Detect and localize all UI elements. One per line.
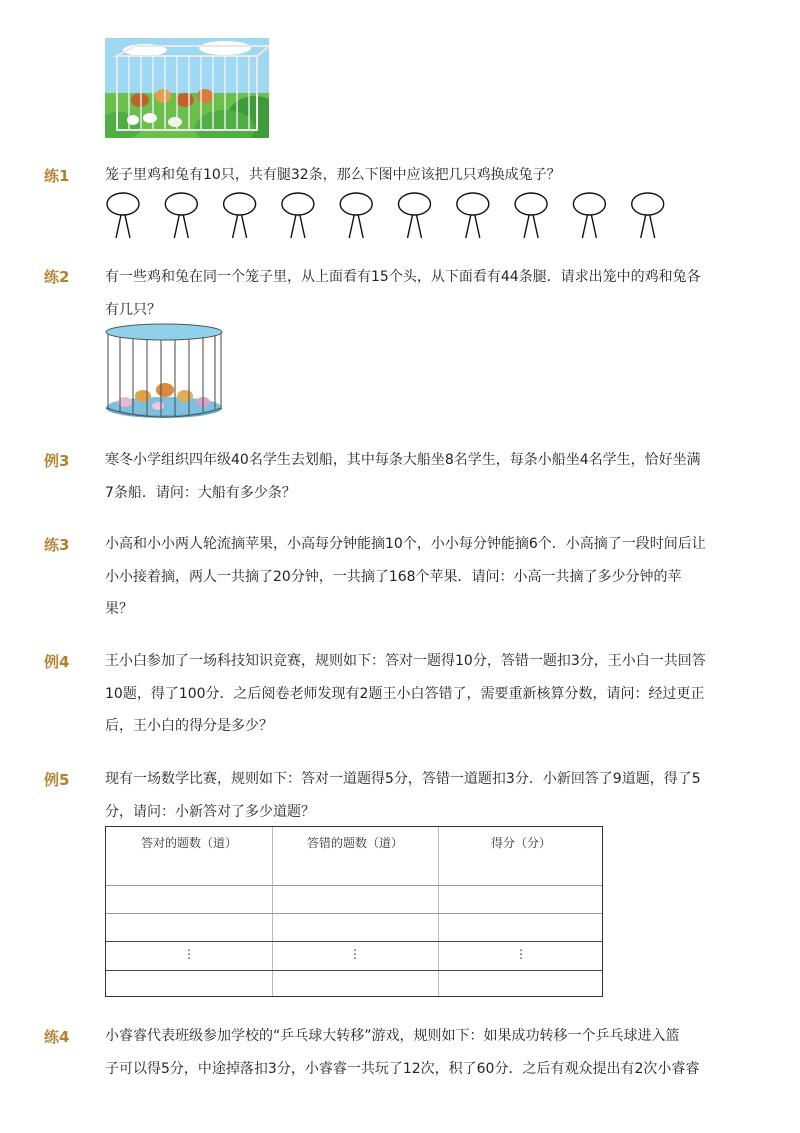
stick-figure xyxy=(515,193,547,238)
label-lian2: 练2 xyxy=(44,268,70,286)
text-line: 有一些鸡和兔在同一个笼子里，从上面看有15个头，从下面看有44条腿．请求出笼中的鸡和兔各 xyxy=(105,269,701,285)
label-lian4: 练4 xyxy=(44,1028,70,1046)
text-line: 王小白参加了一场科技知识竞赛，规则如下：答对一题得10分，答错一题扣3分，王小白一共回答 xyxy=(105,653,706,669)
cage-illustration-top xyxy=(105,38,269,138)
stick-figure xyxy=(340,193,372,238)
problem-lian1-text xyxy=(105,159,720,192)
text-line: 10题，得了100分．之后阅卷老师发现有2题王小白答错了，需要重新核算分数，请问：经过更正 xyxy=(105,685,705,702)
round-cage-illustration xyxy=(103,322,225,420)
text-line: 小睿睿代表班级参加学校的“乒乓球大转移”游戏，规则如下：如果成功转移一个乒乓球进入篮 xyxy=(105,1028,680,1044)
problem-li4-text xyxy=(105,645,720,743)
table-header-wrong: 答错的题数（道） xyxy=(306,836,403,850)
stick-figures-icon xyxy=(105,192,675,240)
stick-figure xyxy=(573,193,605,238)
text-line: 小小接着摘，两人一共摘了20分钟，一共摘了168个苹果．请问：小高一共摘了多少分钟的苹 xyxy=(105,568,682,585)
ellipsis-cell: ⋮ xyxy=(349,947,361,961)
table-row xyxy=(106,941,602,970)
cage-scene-icon xyxy=(105,38,269,138)
problem-lian2-text xyxy=(105,261,720,326)
table-header-score: 得分（分） xyxy=(490,836,551,850)
problem-lian4-text xyxy=(105,1020,720,1085)
round-cage-icon xyxy=(103,322,225,420)
stick-figure xyxy=(399,193,431,238)
text-line: 寒冬小学组织四年级40名学生去划船，其中每条大船坐8名学生，每条小船坐4名学生，恰好坐满 xyxy=(105,452,701,468)
table-header-row xyxy=(106,827,602,885)
text-line: 现有一场数学比赛，规则如下：答对一道题得5分，答错一道题扣3分．小新回答了9道题，得了5 xyxy=(105,771,701,787)
text-line: 有几只？ xyxy=(105,301,161,318)
stick-figures-row xyxy=(105,192,675,240)
table-header-correct: 答对的题数（道） xyxy=(140,836,237,850)
stick-figure xyxy=(457,193,489,238)
answer-table xyxy=(105,826,603,997)
text-line: 7条船．请问：大船有多少条？ xyxy=(105,484,296,501)
text-line: 后，王小白的得分是多少？ xyxy=(105,718,273,734)
text-line: 分，请问：小新答对了多少道题？ xyxy=(105,803,315,820)
label-li5: 例5 xyxy=(44,771,70,789)
problem-lian3-text xyxy=(105,528,720,626)
label-li4: 例4 xyxy=(44,653,70,671)
stick-figure xyxy=(107,193,139,238)
stick-figure xyxy=(632,193,664,238)
table-row-line xyxy=(106,913,602,914)
ellipsis-cell: ⋮ xyxy=(183,947,195,961)
table-row-line xyxy=(106,970,602,971)
ellipsis-cell: ⋮ xyxy=(515,947,527,961)
label-lian1: 练1 xyxy=(44,167,70,185)
text-line: 笼子里鸡和兔有10只，共有腿32条，那么下图中应该把几只鸡换成兔子？ xyxy=(105,167,561,183)
label-li3: 例3 xyxy=(44,452,70,470)
problem-li3-text xyxy=(105,444,720,509)
problem-li5-text xyxy=(105,763,720,828)
stick-figure xyxy=(224,193,256,238)
table-row-line xyxy=(106,885,602,886)
text-line: 小高和小小两人轮流摘苹果，小高每分钟能摘10个，小小每分钟能摘6个．小高摘了一段时间后让 xyxy=(105,536,706,552)
text-line: 果？ xyxy=(105,601,133,617)
label-lian3: 练3 xyxy=(44,536,70,554)
text-line: 子可以得5分，中途掉落扣3分，小睿睿一共玩了12次，积了60分．之后有观众提出有2次小睿睿 xyxy=(105,1060,700,1077)
stick-figure xyxy=(165,193,197,238)
stick-figure xyxy=(282,193,314,238)
